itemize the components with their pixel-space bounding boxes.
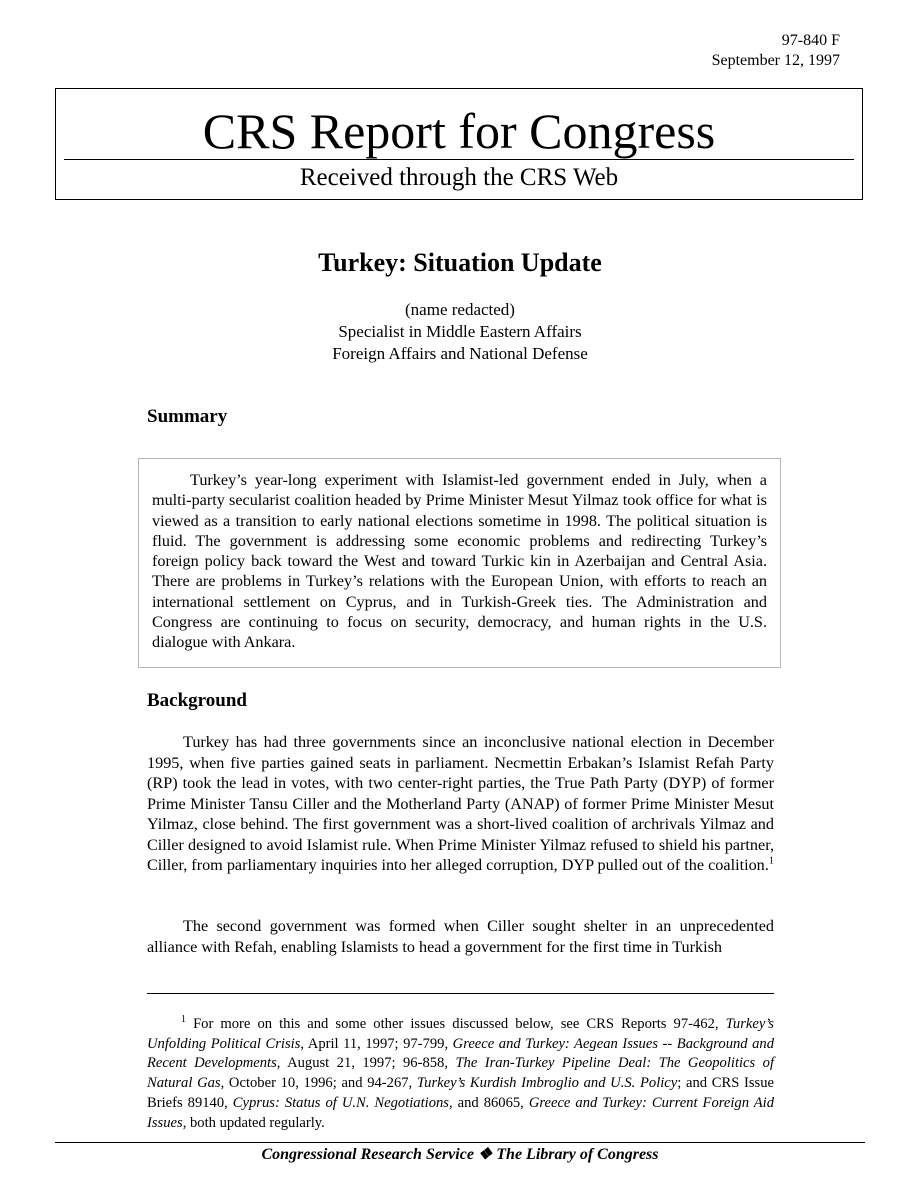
author-division: Foreign Affairs and National Defense xyxy=(332,344,588,363)
summary-heading: Summary xyxy=(147,406,228,427)
report-subtitle: Received through the CRS Web xyxy=(299,164,619,191)
background-heading: Background xyxy=(147,690,247,711)
author-role: Specialist in Middle Eastern Affairs xyxy=(338,322,582,341)
footnote-reference[interactable]: 1 xyxy=(768,855,774,867)
background-paragraph-1 xyxy=(147,732,774,876)
background-paragraph-2: The second government was formed when Ciller sought shelter in an unprecedented alliance with Refah, enabling Islamists to head a government for the first time in Turkish xyxy=(147,917,774,956)
footer-divider xyxy=(55,1142,865,1143)
report-banner xyxy=(55,88,863,200)
footnote-text: ; and CRS Issue Briefs 89140, xyxy=(147,1075,774,1111)
footnote-divider xyxy=(147,993,774,994)
footnote-text: For more on this and some other issues discussed below, see CRS Reports 97-462, xyxy=(186,1016,726,1032)
footnote-report-title: Greece and Turkey: Aegean Issues -- Background and Recent Developments xyxy=(147,1035,775,1072)
footnote-report-title: Greece and Turkey: Current Foreign Aid Issues xyxy=(147,1094,774,1131)
footnote-report-title: Turkey’s Kurdish Imbroglio and U.S. Policy xyxy=(416,1075,678,1092)
footer-text: Congressional Research Service ❖ The Library of Congress xyxy=(261,1146,659,1163)
summary-box xyxy=(138,458,781,668)
footnote-text: , and 86065, xyxy=(448,1094,529,1111)
author-name: (name redacted) xyxy=(405,300,515,319)
footnote-report-title: The Iran-Turkey Pipeline Deal: The Geopolitics of Natural Gas xyxy=(147,1055,774,1092)
footnote-report-title: Cyprus: Status of U.N. Negotiations xyxy=(232,1094,449,1111)
footnote-text: , April 11, 1997; 97-799, xyxy=(300,1035,453,1052)
footnote xyxy=(147,1015,774,1133)
report-title: CRS Report for Congress xyxy=(202,103,716,159)
footnote-marker: 1 xyxy=(181,1014,186,1026)
footnote-text: , October 10, 1996; and 94-267, xyxy=(220,1075,417,1092)
report-date: September 12, 1997 xyxy=(711,52,840,69)
footnote-text: , both updated regularly. xyxy=(182,1114,325,1131)
background-paragraph-1-text: Turkey has had three governments since an inconclusive national election in December 1995, when five parties gained seats in parliament. Necmettin Erbakan’s Islamist Refah Party (RP) took the lead in votes, with two center-right parties, the True Path Party (DYP) of former Prime Minister Tansu Ciller and the Motherland Party (ANAP) of former Prime Minister Mesut Yilmaz, close behind. The first government was a short-lived coalition of archrivals Yilmaz and Ciller designed to avoid Islamist rule. When Prime Minister Yilmaz refused to shield his partner, Ciller, from parliamentary inquiries into her alleged corruption, DYP pulled out of the coalition. xyxy=(147,733,774,874)
footnote-text: , August 21, 1997; 96-858, xyxy=(276,1055,456,1072)
document-title: Turkey: Situation Update xyxy=(318,248,602,277)
report-number: 97-840 F xyxy=(781,32,840,49)
banner-divider xyxy=(64,159,854,160)
footnote-report-title: Turkey’s Unfolding Political Crisis xyxy=(147,1016,774,1052)
summary-text: Turkey’s year-long experiment with Islamist-led government ended in July, when a multi-party secularist coalition headed by Prime Minister Mesut Yilmaz took office for what is viewed as a transition to early national elections sometime in 1998. The political situation is fluid. The government is addressing some economic problems and redirecting Turkey’s foreign policy back toward the West and toward Turkic kin in Azerbaijan and Central Asia. There are problems in Turkey’s relations with the European Union, with efforts to reach an international settlement on Cyprus, and in Turkish-Greek ties. The Administration and Congress are continuing to focus on security, democracy, and human rights in the U.S. dialogue with Ankara. xyxy=(152,471,767,652)
